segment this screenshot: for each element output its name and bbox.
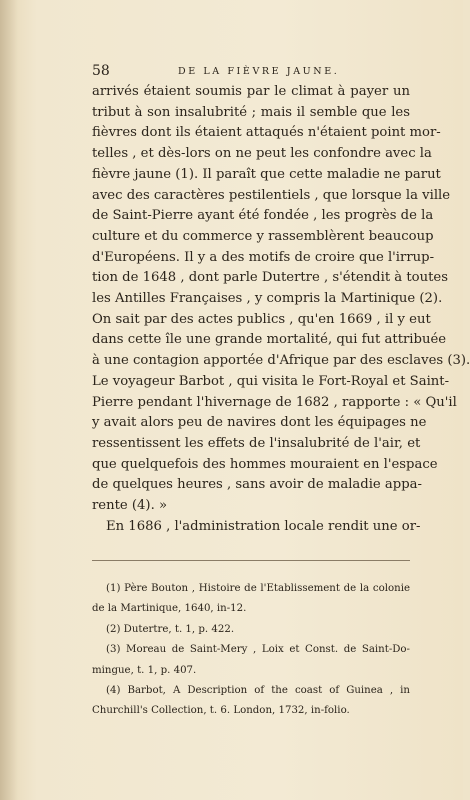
body-line: En 1686 , l'administration locale rendit une or- [106,518,421,534]
body-line: avec des caractères pestilentiels , que lorsque la ville [92,187,451,203]
body-line: rente (4). » [92,498,168,514]
body-line: Le voyageur Barbot , qui visita le Fort-Royal et Saint- [92,373,450,389]
body-line: d'Européens. Il y a des motifs de croire que l'irrup- [92,249,435,265]
body-line: que quelquefois des hommes mouraient en l'espace [92,456,438,472]
body-line: On sait par des actes publics , qu'en 1669 , il y eut [92,311,431,327]
footnote-line: (1) Père Bouton , Histoire de l'Etablissement de la colonie [106,583,410,594]
body-line: à une contagion apportée d'Afrique par des esclaves (3). [92,353,470,369]
body-line: culture et du commerce y rassemblèrent beaucoup [92,228,434,244]
running-title: DE LA FIÈVRE JAUNE. [178,66,340,77]
body-line: fièvres dont ils étaient attaqués n'étaient point mor- [92,125,441,141]
body-line: Pierre pendant l'hivernage de 1682 , rapporte : « Qu'il [92,394,457,410]
body-line: de Saint-Pierre ayant été fondée , les progrès de la [92,208,434,224]
footnotes [92,579,410,722]
footnote-line: mingue, t. 1, p. 407. [92,664,197,676]
footnote-line: Churchill's Collection, t. 6. London, 1732, in-folio. [92,705,350,717]
body-text [92,82,470,537]
body-line: telles , et dès-lors on ne peut les confondre avec la [92,146,432,162]
body-line: fièvre jaune (1). Il paraît que cette maladie ne parut [92,166,441,182]
body-line: de quelques heures , sans avoir de maladie appa- [92,477,422,493]
body-line: les Antilles Françaises , y compris la Martinique (2). [92,291,443,307]
footnote-line: (4) Barbot, A Description of the coast of Guinea , in [106,685,410,697]
page-number: 58 [92,63,110,79]
footnote-line: (3) Moreau de Saint-Mery , Loix et Const. de Saint-Do- [106,644,410,656]
body-line: dans cette île une grande mortalité, qui fut attribuée [92,332,447,348]
body-line: tion de 1648 , dont parle Dutertre , s'étendit à toutes [92,270,448,286]
page-header [92,62,410,82]
body-line: tribut à son insalubrité ; mais il semble que les [92,104,410,120]
binding-shadow [0,0,18,800]
body-line: y avait alors peu de navires dont les équipages ne [92,415,427,431]
footnote-line: (2) Dutertre, t. 1, p. 422. [106,623,235,635]
footnote-rule [92,560,410,561]
body-line: ressentissent les effets de l'insalubrité de l'air, et [92,435,421,451]
body-line: arrivés étaient soumis par le climat à payer un [92,84,410,99]
footnote-line: de la Martinique, 1640, in-12. [92,603,247,615]
